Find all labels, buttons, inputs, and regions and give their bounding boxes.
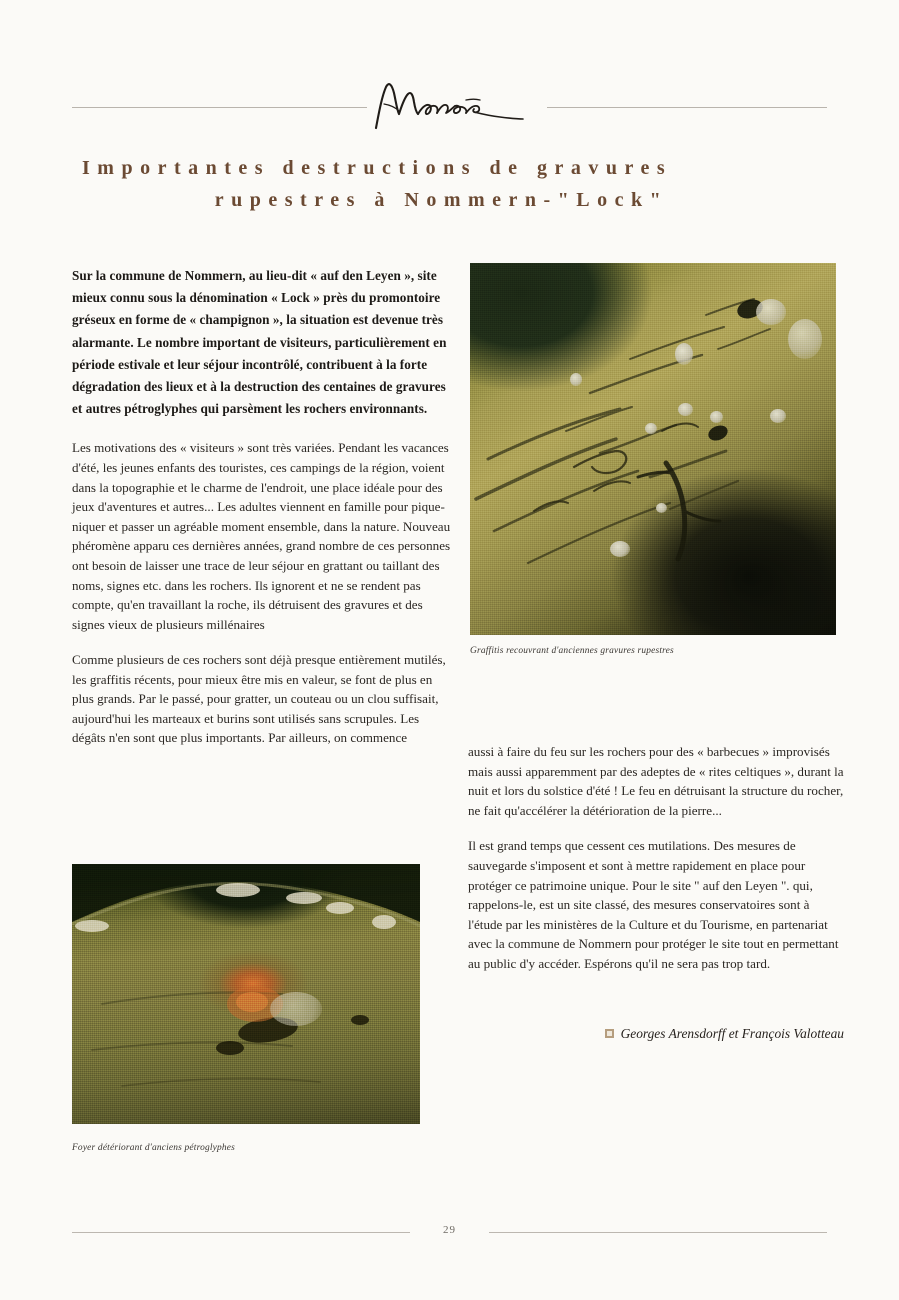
left-column	[72, 265, 453, 763]
body-paragraph-2: Comme plusieurs de ces rochers sont déjà presque entièrement mutilés, les graffitis récents, pour mieux être mis en valeur, se font de plus en plus grands. Par le passé, pour gratter, un couteau ou un clou suffisait, aujourd'hui les marteaux et burins sont utilisés sans scrupules. Les dégâts n'en sont que plus importants. Par ailleurs, on commence	[72, 652, 446, 745]
figure-rock-engravings	[470, 263, 836, 635]
article-title	[72, 152, 827, 216]
photo-fire-damage	[72, 864, 420, 1124]
byline-authors: Georges Arensdorff et François Valotteau	[620, 1026, 844, 1041]
page-number: 29	[443, 1224, 456, 1236]
figure-caption-fire-damage: Foyer détériorant d'anciens pétroglyphes	[72, 1143, 236, 1153]
masthead	[72, 90, 827, 134]
right-column	[468, 742, 844, 990]
article-title-line-1: Importantes destructions de gravures	[82, 157, 673, 179]
body-paragraph-4: Il est grand temps que cessent ces mutilations. Des mesures de sauvegarde s'imposent et sont à mettre rapidement en place pour protéger ce patrimoine unique. Pour le site " auf den Leyen ". qui, rappelons-le, est un site classé, des mesures conservatoires sont à l'étude par les ministères de la Culture et du Tourisme, en partenariat avec la commune de Nommern pour protéger le site tout en permettant au public d'y accéder. Espérons qu'il ne sera pas trop tard.	[468, 838, 839, 971]
photo-grain-overlay-2	[72, 864, 420, 1124]
masthead-rule-right	[547, 107, 827, 108]
figure-rock-engravings-frame	[470, 263, 836, 635]
body-paragraph-3: aussi à faire du feu sur les rochers pour des « barbecues » improvisés mais aussi apparemment par des adeptes de « rites celtiques », durant la nuit et lors du solstice d'été ! Le feu en détruisant la structure du rocher, ne fait qu'accélérer la détérioration de la pierre...	[468, 744, 844, 818]
article-title-line-2: rupestres à Nommern-"Lock"	[214, 189, 669, 211]
figure-caption-rock-engravings: Graffitis recouvrant d'anciennes gravures rupestres	[470, 646, 674, 656]
photo-rock-engravings	[470, 263, 836, 635]
musee-script-logo	[370, 78, 535, 134]
figure-fire-damage-frame	[72, 864, 420, 1124]
byline-marker-icon	[605, 1029, 614, 1038]
page-footer	[72, 1224, 827, 1240]
body-paragraph-1: Les motivations des « visiteurs » sont très variées. Pendant les vacances d'été, les jeunes enfants des touristes, ces campings de la région, voient dans la topographie et le charme de l'endroit, une place idéale pour des jeux d'aventures et autres... Les adultes viennent en famille pour pique-niquer et passer un agréable moment ensemble, dans la nature. Nouveau phéromène apparu ces dernières années, grand nombre de ces personnes ont besoin de laisser une trace de leur séjour en grattant ou taillant des noms, signes etc. dans les rochers. Ils ignorent et ne se rendent pas compte, qu'en travaillant la roche, ils détruisent des gravures et des signes vieux de plusieurs millénaires	[72, 440, 451, 632]
photo-grain-overlay	[470, 263, 836, 635]
figure-fire-damage	[72, 864, 420, 1124]
lead-paragraph: Sur la commune de Nommern, au lieu-dit « auf den Leyen », site mieux connu sous la dénomination « Lock » près du promontoire gréseux en forme de « champignon », la situation est devenue très alarmante. Le nombre important de visiteurs, particulièrement en période estivale et leur séjour incontrôlé, contribuent à la forte dégradation des lieux et à la destruction des centaines de gravures et autres pétroglyphes qui parsèment les rochers environnants.	[72, 268, 447, 417]
article-byline	[468, 1026, 844, 1042]
masthead-rule-left	[72, 107, 367, 108]
